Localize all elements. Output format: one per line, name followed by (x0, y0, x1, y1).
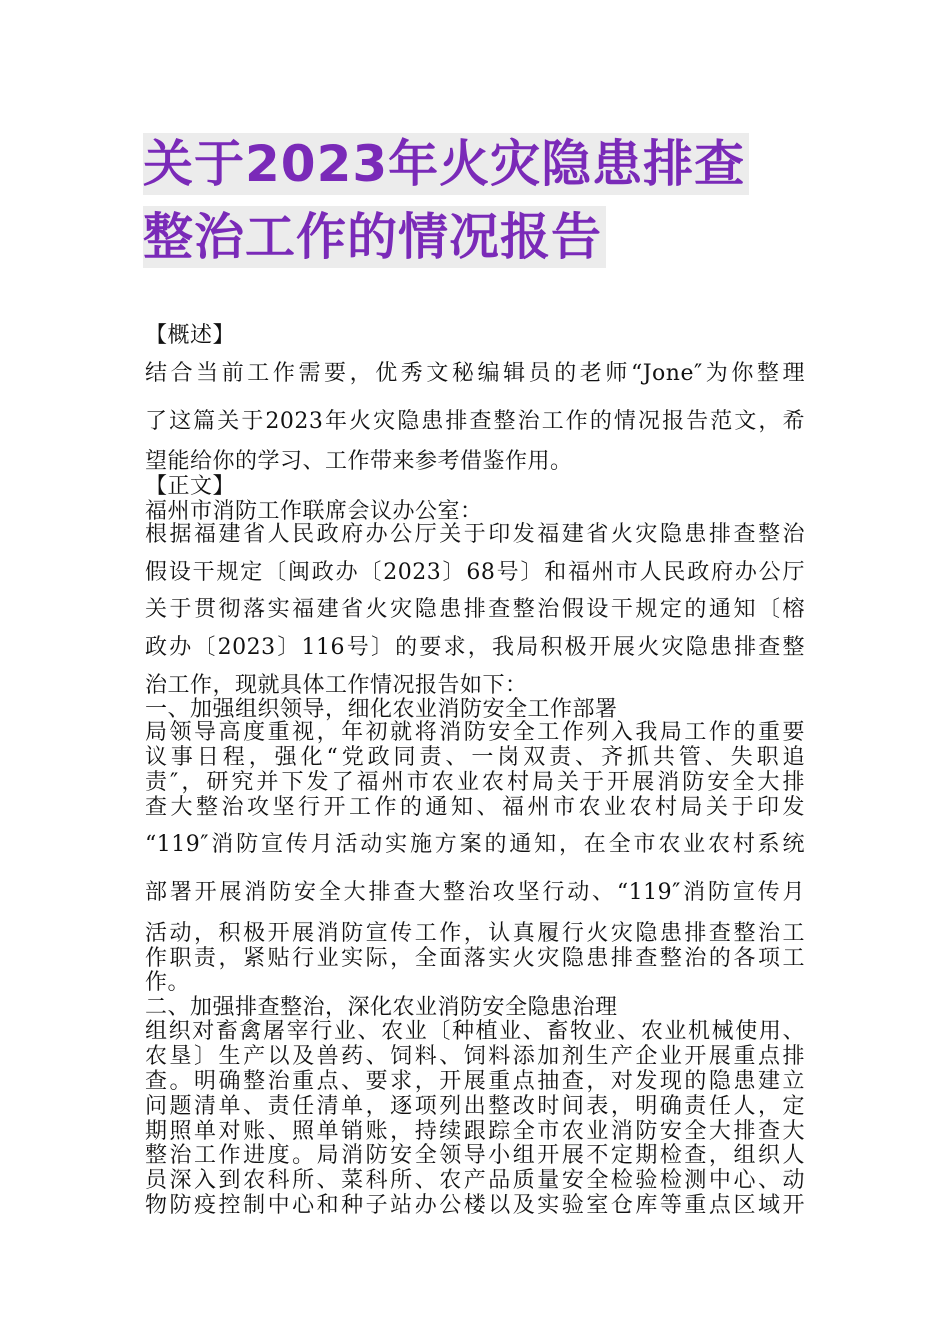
body-line: “119″消防宣传月活动实施方案的通知，在全市农业农村系统 (145, 832, 805, 857)
body-line: 查。明确整治重点、要求，开展重点抽查，对发现的隐患建立 (145, 1069, 805, 1094)
body-line: 责″，研究并下发了福州市农业农村局关于开展消防安全大排 (145, 770, 805, 795)
body-line: 根据福建省人民政府办公厅关于印发福建省火灾隐患排查整治 (145, 522, 805, 547)
body-line: 治工作，现就具体工作情况报告如下： (145, 673, 528, 698)
body-line: 员深入到农科所、菜科所、农产品质量安全检验检测中心、动 (145, 1168, 805, 1193)
body-line: 查大整治攻坚行开工作的通知、福州市农业农村局关于印发 (145, 795, 805, 820)
body-line: 作职责，紧贴行业实际，全面落实火灾隐患排查整治的各项工 (145, 946, 805, 971)
body-line: 期照单对账、照单销账，持续跟踪全市农业消防安全大排查大 (145, 1119, 805, 1144)
body-line: 结合当前工作需要，优秀文秘编辑员的老师“Jone″为你整理 (145, 361, 805, 386)
addressee-line: 福州市消防工作联席会议办公室： (145, 499, 483, 524)
body-line: 物防疫控制中心和种子站办公楼以及实验室仓库等重点区域开 (145, 1193, 805, 1218)
body-line: 关于贯彻落实福建省火灾隐患排查整治假设干规定的通知〔榕 (145, 597, 805, 622)
section-heading-2: 二、加强排查整治，深化农业消防安全隐患治理 (145, 995, 618, 1020)
body-line: 局领导高度重视，年初就将消防安全工作列入我局工作的重要 (145, 720, 805, 745)
section-heading-1: 一、加强组织领导，细化农业消防安全工作部署 (145, 697, 618, 722)
body-line: 问题清单、责任清单，逐项列出整改时间表，明确责任人，定 (145, 1094, 805, 1119)
document-title-line-2: 整治工作的情况报告 (143, 206, 606, 268)
body-line: 整治工作进度。局消防安全领导小组开展不定期检查，组织人 (145, 1143, 805, 1168)
body-line: 政办〔2023〕116号〕的要求，我局积极开展火灾隐患排查整 (145, 635, 805, 660)
body-line: 议事日程，强化“党政同责、一岗双责、齐抓共管、失职追 (145, 745, 805, 770)
section-label-summary: 【概述】 (145, 323, 236, 348)
body-line: 活动，积极开展消防宣传工作，认真履行火灾隐患排查整治工 (145, 921, 805, 946)
body-line: 组织对畜禽屠宰行业、农业〔种植业、畜牧业、农业机械使用、 (145, 1019, 805, 1044)
document-title-line-1: 关于2023年火灾隐患排查 (143, 133, 749, 195)
body-line: 作。 (145, 970, 191, 995)
body-line: 农垦〕生产以及兽药、饲料、饲料添加剂生产企业开展重点排 (145, 1044, 805, 1069)
body-line: 望能给你的学习、工作带来参考借鉴作用。 (145, 449, 573, 474)
section-label-main: 【正文】 (145, 474, 236, 499)
body-line: 了这篇关于2023年火灾隐患排查整治工作的情况报告范文，希 (145, 409, 805, 434)
body-line: 假设干规定〔闽政办〔2023〕68号〕和福州市人民政府办公厅 (145, 560, 805, 585)
body-line: 部署开展消防安全大排查大整治攻坚行动、“119″消防宣传月 (145, 880, 805, 905)
